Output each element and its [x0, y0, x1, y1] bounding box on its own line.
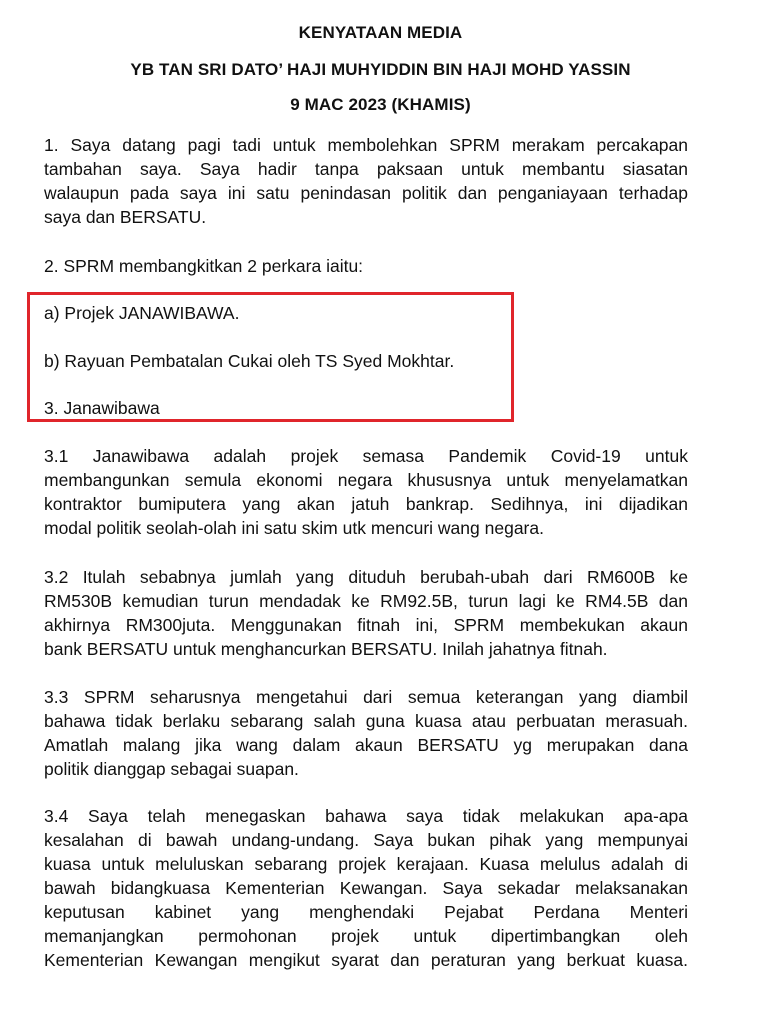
paragraph-line: tambahan saya. Saya hadir tanpa paksaan untuk membantu siasatan [44, 159, 688, 179]
paragraph-line: kuasa untuk meluluskan sebarang projek kerajaan. Kuasa melulus adalah di [44, 854, 688, 874]
paragraph-3-3 [44, 685, 688, 781]
paragraph-line: keputusan kabinet yang menghendaki Pejabat Perdana Menteri [44, 902, 688, 922]
paragraph-line: Amatlah malang jika wang dalam akaun BERSATU yg merupakan dana [44, 735, 688, 755]
paragraph-line: bahawa tidak berlaku sebarang salah guna kuasa atau perbuatan merasuah. [44, 711, 688, 731]
paragraph-line: 3.4 Saya telah menegaskan bahawa saya tidak melakukan apa-apa [44, 806, 688, 826]
paragraph-line: 3.1 Janawibawa adalah projek semasa Pandemik Covid-19 untuk [44, 446, 688, 466]
paragraph-line: bank BERSATU untuk menghancurkan BERSATU. Inilah jahatnya fitnah. [44, 639, 608, 659]
paragraph-line: kontraktor bumiputera yang akan jatuh bankrap. Sedihnya, ini dijadikan [44, 494, 688, 514]
paragraph-line: memanjangkan permohonan projek untuk dipertimbangkan oleh [44, 926, 688, 946]
paragraph-line: bawah bidangkuasa Kementerian Kewangan. Saya sekadar melaksanakan [44, 878, 688, 898]
paragraph-3-1 [44, 444, 688, 540]
document-title: KENYATAAN MEDIA [298, 23, 463, 42]
statement-date: 9 MAC 2023 (KHAMIS) [290, 95, 471, 114]
speaker-name: YB TAN SRI DATO’ HAJI MUHYIDDIN BIN HAJI MOHD YASSIN [130, 60, 631, 79]
paragraph-line: RM530B kemudian turun mendadak ke RM92.5B, turun lagi ke RM4.5B dan [44, 591, 688, 611]
list-item-b: b) Rayuan Pembatalan Cukai oleh TS Syed Mokhtar. [44, 351, 455, 371]
paragraph-line: 1. Saya datang pagi tadi untuk membolehkan SPRM merakam percakapan [44, 135, 688, 155]
paragraph-line: membangunkan semula ekonomi negara khususnya untuk menyelamatkan [44, 470, 688, 490]
paragraph-line: 3.2 Itulah sebabnya jumlah yang dituduh berubah-ubah dari RM600B ke [44, 567, 688, 587]
paragraph-line: saya dan BERSATU. [44, 207, 207, 227]
paragraph-line: politik dianggap sebagai suapan. [44, 759, 299, 779]
paragraph-line: walaupun pada saya ini satu penindasan politik dan penganiayaan terhadap [44, 183, 688, 203]
paragraph-3-4 [44, 804, 688, 972]
list-item-a: a) Projek JANAWIBAWA. [44, 303, 240, 323]
paragraph-line: modal politik seolah-olah ini satu skim utk mencuri wang negara. [44, 518, 544, 538]
section-3-heading: 3. Janawibawa [44, 398, 160, 418]
paragraph-3-2 [44, 565, 688, 661]
paragraph-2: 2. SPRM membangkitkan 2 perkara iaitu: [44, 256, 364, 276]
paragraph-line: 3.3 SPRM seharusnya mengetahui dari semua keterangan yang diambil [44, 687, 688, 707]
paragraph-line: kesalahan di bawah undang-undang. Saya bukan pihak yang mempunyai [44, 830, 688, 850]
paragraph-line: Kementerian Kewangan mengikut syarat dan peraturan yang berkuat kuasa. [44, 950, 688, 970]
paragraph-1 [44, 133, 688, 229]
paragraph-line: akhirnya RM300juta. Menggunakan fitnah ini, SPRM membekukan akaun [44, 615, 688, 635]
